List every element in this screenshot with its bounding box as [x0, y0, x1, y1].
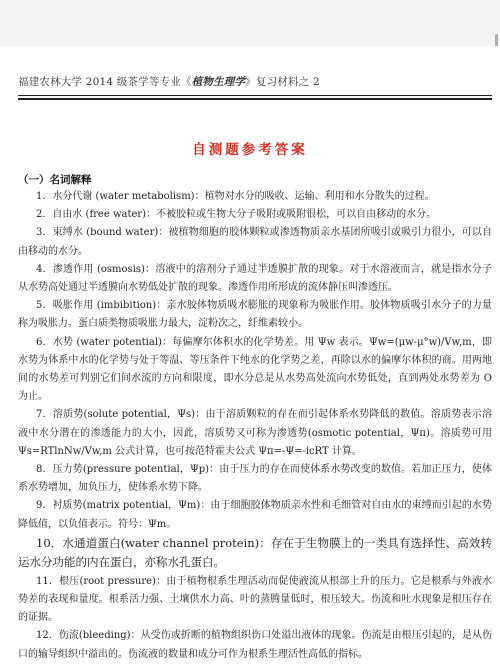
definition-item: 7．溶质势(solute potential，Ψs)：由于溶质颗粒的存在而引起体系水势降低的数值。溶质势表示溶液中水分潜在的渗透能力的大小，因此，溶质势又可称为渗透势(osmotic potential，Ψπ)。溶质势可用 Ψs=RTlnNw/Vw,m 公式计算，也可按范特霍夫公式 Ψπ=-Ψ=-icRT 计算。 — [18, 409, 492, 457]
section-heading: （一）名词解释 — [18, 174, 92, 186]
definition-item: 1．水分代谢 (water metabolism)：植物对水分的吸收、运输、利用和水分散失的过程。 — [36, 191, 435, 202]
definition-item: 12．伤流(bleeding)：从受伤或折断的植物组织伤口处溢出液体的现象。伤流是由根压引起的，是从伤口的输导组织中溢出的。伤流液的数量和成分可作为根系生理活性高低的指标。 — [18, 630, 492, 660]
header-rule-thin — [18, 95, 492, 96]
page-title: 自测题参考答案 — [192, 142, 308, 158]
header-suffix: 》复习材料之 2 — [245, 76, 320, 88]
definition-item: 10．水通道蛋白(water channel protein)：存在于生物膜上的一类具有选择性、高效转运水分功能的内在蛋白，亦称水孔蛋白。 — [18, 535, 492, 570]
document-page — [0, 46, 500, 660]
definition-item: 6．水势 (water potential)：每偏摩尔体积水的化学势差。用 Ψw 表示。Ψw=(μw-μ°w)/Vw,m，即水势为体系中水的化学势与处于等温、等压条件下纯水的化学势之差，再除以水的偏摩尔体积的商。用两地间的水势差可判别它们间水流的方向和限度，即水分总是从水势高处流向水势低处，直到两处水势差为 O 为止。 — [18, 336, 492, 403]
definitions-list — [18, 188, 492, 664]
running-header — [18, 74, 488, 89]
definition-item: 4．渗透作用 (osmosis)：溶液中的溶剂分子通过半透膜扩散的现象。对于水溶液而言，就是指水分子从水势高处通过半透膜向水势低处扩散的现象。渗透作用所形成的流体静压叫渗透压。 — [18, 263, 492, 294]
definition-item: 3．束缚水 (bound water)：被植物细胞的胶体颗粒或渗透物质亲水基团所吸引或吸引力很小，可以自由移动的水分。 — [18, 227, 492, 257]
viewer-toolbar-area — [0, 0, 500, 46]
definition-item: 8．压力势(pressure potential，Ψp)：由于压力的存在而使体系水势改变的数值。若加正压力，使体系水势增加，加负压力，使体系水势下降。 — [18, 464, 492, 494]
header-prefix: 福建农林大学 2014 级茶学等专业《 — [18, 76, 192, 88]
header-course-name: 植物生理学 — [191, 76, 246, 88]
definition-item: 9．衬质势(matrix potential，Ψm)：由于细胞胶体物质亲水性和毛细管对自由水的束缚而引起的水势降低值，以负值表示。符号：Ψm。 — [18, 500, 492, 530]
definition-item: 2．自由水 (free water)：不被胶粒或生物大分子吸附或吸附很松，可以自由移动的水分。 — [36, 209, 437, 221]
definition-item: 5．吸胀作用 (imbibition)：亲水胶体物质吸水膨胀的现象称为吸胀作用。胶体物质吸引水分子的力量称为吸胀力。蛋白质类物质吸胀力最大，淀粉次之，纤维素较小。 — [18, 300, 492, 330]
header-rule-thick — [18, 98, 492, 100]
definition-item: 11．根压(root pressure)：由于植物根系生理活动而促使液流从根部上升的压力。它是根系与外液水势差的表现和量度。根系活力强、土壤供水力高、叶的蒸腾量低时，根压较大。伤流和吐水现象是根压存在的证据。 — [18, 575, 492, 624]
